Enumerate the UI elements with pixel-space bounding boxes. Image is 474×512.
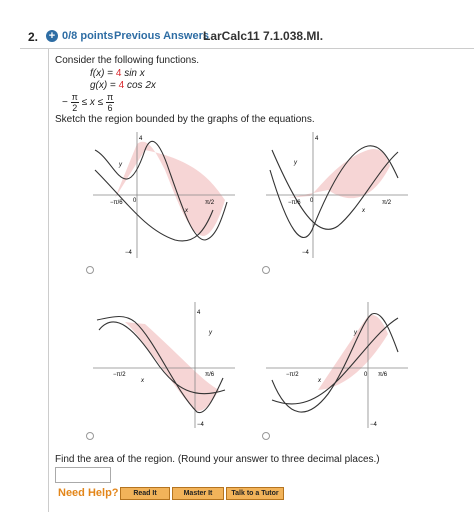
need-help-label: Need Help? — [58, 487, 119, 499]
option-d-radio[interactable] — [262, 432, 270, 440]
tick-top: 4 — [315, 136, 319, 142]
shaded-region — [115, 142, 225, 236]
tick-left: −π/2 — [286, 372, 299, 378]
f-rhs: sin x — [124, 68, 145, 79]
left-fraction-num: π — [71, 92, 78, 102]
g-function — [90, 80, 156, 91]
right-fraction-den: 6 — [107, 103, 113, 113]
tick-bottom: −4 — [197, 422, 204, 428]
f-eq: = — [107, 68, 114, 79]
tick-right: π/2 — [205, 200, 215, 206]
g-lhs: g(x) — [90, 80, 108, 91]
option-b-radio[interactable] — [262, 266, 270, 274]
domain-inequality — [62, 92, 114, 113]
tick-right: π/6 — [378, 372, 388, 378]
right-fraction — [106, 92, 114, 113]
area-question: Find the area of the region. (Round your answer to three decimal places.) — [55, 454, 380, 465]
tick-bottom: −4 — [370, 422, 377, 428]
g-coefficient: 4 — [118, 80, 125, 91]
tick-right: π/2 — [382, 200, 392, 206]
y-label: y — [209, 330, 212, 336]
plus-icon: + — [46, 30, 58, 42]
tick-left: −π/6 — [110, 200, 123, 206]
x-label: x — [362, 208, 365, 214]
f-lhs: f(x) — [90, 68, 105, 79]
graph-option-b[interactable] — [258, 130, 408, 260]
shaded-region — [125, 322, 219, 411]
graph-option-a[interactable] — [85, 130, 235, 260]
tick-origin: 0 — [364, 372, 368, 378]
intro-text: Consider the following functions. — [55, 55, 199, 66]
left-fraction — [71, 92, 79, 113]
tick-origin: 0 — [133, 198, 137, 204]
header-divider — [20, 48, 474, 49]
shaded-region — [318, 315, 388, 390]
left-fraction-den: 2 — [72, 103, 78, 113]
tick-bottom: −4 — [302, 250, 309, 256]
master-it-button[interactable]: Master It — [172, 487, 224, 500]
x-label: x — [185, 208, 188, 214]
ineq-minus: − — [62, 97, 68, 109]
talk-to-tutor-button[interactable]: Talk to a Tutor — [226, 487, 284, 500]
f-function — [90, 68, 145, 79]
previous-answers-link[interactable]: Previous Answers — [114, 30, 209, 42]
graph-option-d[interactable] — [258, 300, 408, 430]
option-c-radio[interactable] — [86, 432, 94, 440]
area-answer-input[interactable] — [55, 467, 111, 483]
tick-top: 4 — [197, 310, 201, 316]
read-it-button[interactable]: Read It — [120, 487, 170, 500]
y-label: y — [294, 160, 297, 166]
x-label: x — [318, 378, 321, 384]
g-eq: = — [110, 80, 116, 91]
y-label: y — [119, 162, 122, 168]
tick-top: 4 — [139, 136, 143, 142]
option-a-radio[interactable] — [86, 266, 94, 274]
tick-origin: 0 — [310, 198, 314, 204]
graph-option-c[interactable] — [85, 300, 235, 430]
g-rhs: cos 2x — [126, 80, 156, 91]
tick-right: π/6 — [205, 372, 215, 378]
sketch-instruction: Sketch the region bounded by the graphs of the equations. — [55, 114, 315, 125]
y-label: y — [354, 330, 357, 336]
tick-bottom: −4 — [125, 250, 132, 256]
left-divider — [48, 48, 49, 512]
problem-id: LarCalc11 7.1.038.MI. — [203, 29, 324, 43]
question-number: 2. — [28, 30, 39, 44]
ineq-middle: ≤ x ≤ — [81, 97, 104, 109]
x-label: x — [141, 378, 144, 384]
points-label: 0/8 points — [62, 30, 114, 42]
right-fraction-num: π — [106, 92, 114, 102]
f-coefficient: 4 — [115, 68, 122, 79]
tick-left: −π/2 — [113, 372, 126, 378]
tick-left: −π/6 — [288, 200, 301, 206]
